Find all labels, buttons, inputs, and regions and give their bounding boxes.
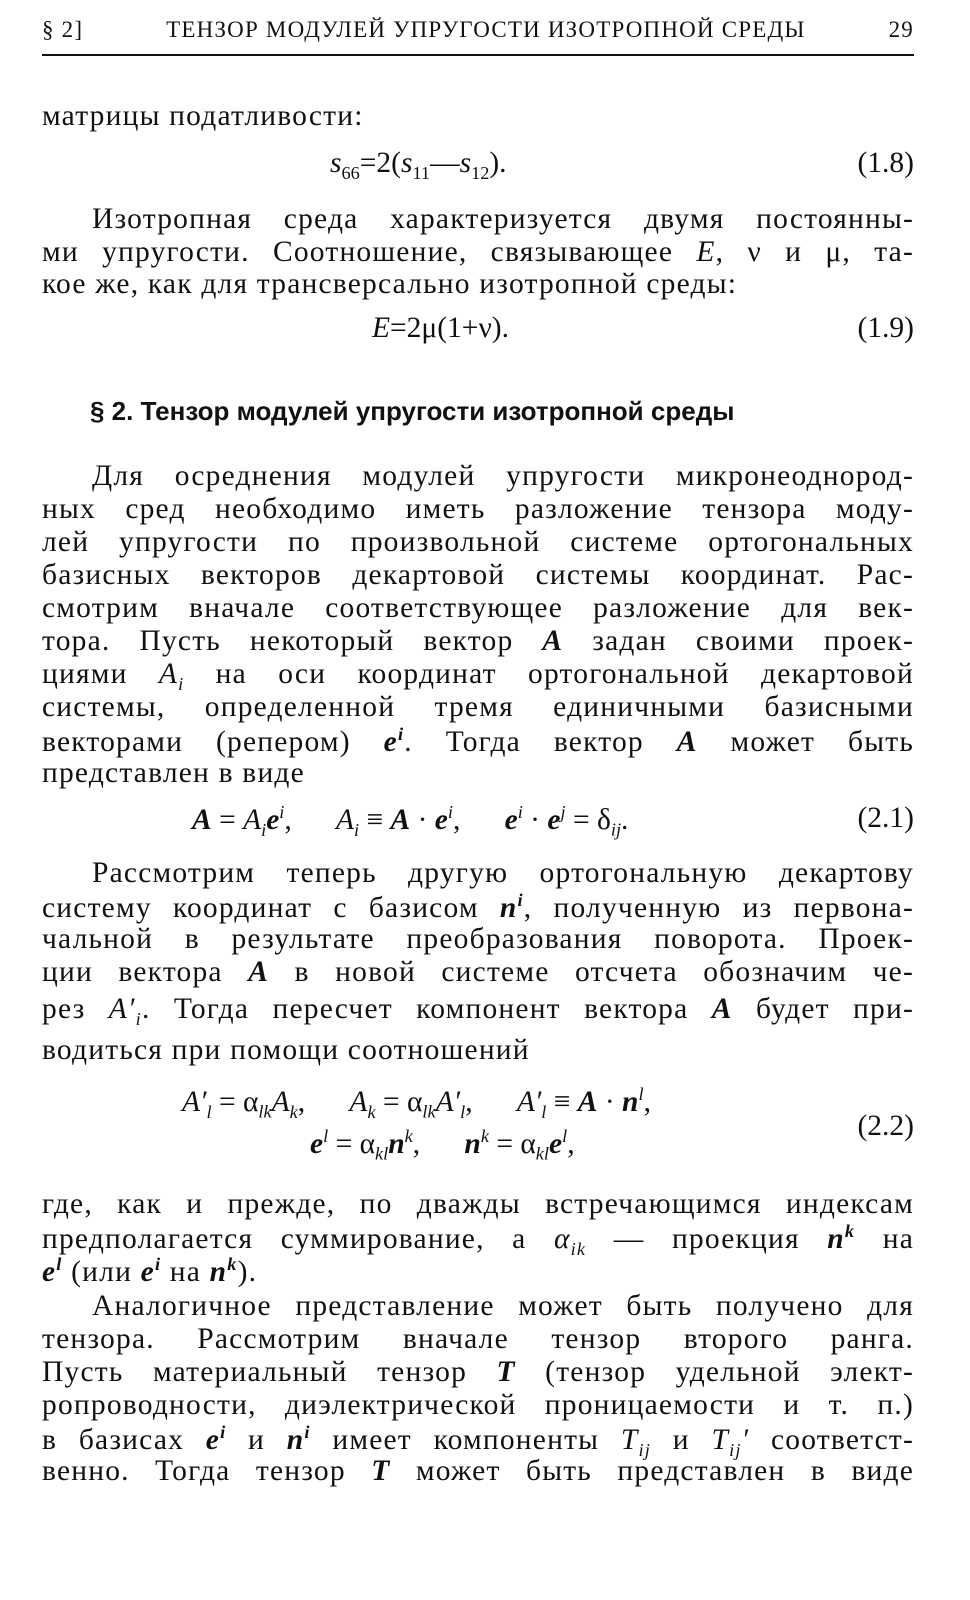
section-heading: § 2. Тензор модулей упругости изотропной среды [90, 396, 735, 426]
text-line: водиться при помощи соотношений [42, 1034, 530, 1066]
formula: $s_{66}=2(s_{11}—s_{12})$. [330, 147, 507, 183]
header-page-number: 29 [888, 17, 914, 42]
formula-line-2: $e^l = \alpha_{kl}n^k$, $n^k = \alpha_{kl}e^l$, [310, 1126, 575, 1164]
text-line: ми упругости. Соотношение, связывающее E, ν и μ, та- [42, 236, 914, 268]
text-line: ропроводности, диэлектрической проницаемости и т. п.) [42, 1389, 914, 1421]
text-line: Пусть материальный тензор T (тензор удельной элект- [42, 1356, 914, 1388]
text-line: ных сред необходимо иметь разложение тензора моду- [42, 493, 914, 525]
formula: $A = A_ie^i$, $A_i \equiv A \cdot e^i$, $e^i \cdot e^j = \delta_{ij}$. [192, 802, 629, 840]
text-line: кое же, как для трансверсально изотропной среды: [42, 268, 738, 300]
text-line: Для осреднения модулей упругости микронеоднород- [92, 460, 914, 492]
text-line: Изотропная среда характеризуется двумя постоянны- [92, 203, 914, 235]
text-line: смотрим вначале соответствующее разложение для век- [42, 592, 914, 624]
text-line: векторами (репером) $e^i$. Тогда вектор A может быть [42, 724, 914, 758]
text-line: $e^l$ (или $e^i$ на $n^k$). [42, 1254, 258, 1288]
text-line: тензора. Рассмотрим вначале тензор второго ранга. [42, 1323, 914, 1355]
text-line: Аналогичное представление может быть получено для [92, 1290, 914, 1322]
text-line: матрицы податливости: [42, 100, 364, 132]
running-header [42, 12, 914, 48]
equation-2-2 [42, 1084, 914, 1174]
text-line: тора. Пусть некоторый вектор A задан своими проек- [42, 625, 914, 657]
text-line: предполагается суммирование, а $\alpha_{ik}$ — проекция $n^k$ на [42, 1221, 914, 1259]
text-line: базисных векторов декартовой системы координат. Рас- [42, 559, 914, 591]
text-line: ции вектора A в новой системе отсчета обозначим че- [42, 956, 914, 988]
equation-number: (2.1) [857, 802, 914, 834]
page [42, 0, 914, 1600]
header-title: ТЕНЗОР МОДУЛЕЙ УПРУГОСТИ ИЗОТРОПНОЙ СРЕДЫ [166, 17, 806, 42]
text-line: рез $A'_i$. Тогда пересчет компонент вектора A будет при- [42, 993, 914, 1029]
equation-number: (2.2) [857, 1110, 914, 1142]
text-line: систему координат с базисом $n^i$, полученную из первона- [42, 890, 914, 924]
text-line: где, как и прежде, по дважды встречающимся индексам [42, 1188, 914, 1220]
text-line: лей упругости по произвольной системе ортогональных [42, 526, 914, 558]
text-line: циями $A_i$ на оси координат ортогональной декартовой [42, 658, 914, 694]
text-line: чальной в результате преобразования поворота. Проек- [42, 923, 914, 955]
text-line: представлен в виде [42, 757, 305, 789]
formula: E=2μ(1+ν). [372, 312, 509, 344]
text-line: венно. Тогда тензор T может быть представлен в виде [42, 1455, 914, 1487]
text-line: Рассмотрим теперь другую ортогональную декартову [92, 857, 914, 889]
text-line: системы, определенной тремя единичными базисными [42, 691, 914, 723]
equation-number: (1.9) [857, 312, 914, 344]
text-line: в базисах $e^i$ и $n^i$ имеет компоненты $T_{ij}$ и $T_{ij}'$ соответст- [42, 1422, 914, 1460]
header-section: § 2] [42, 17, 84, 42]
formula-line-1: $A'_l = \alpha_{lk}A_k$, $A_k = \alpha_{lk}A'_l$, $A'_l \equiv A \cdot n^l$, [182, 1084, 651, 1122]
header-rule [42, 54, 914, 56]
equation-number: (1.8) [857, 147, 914, 179]
